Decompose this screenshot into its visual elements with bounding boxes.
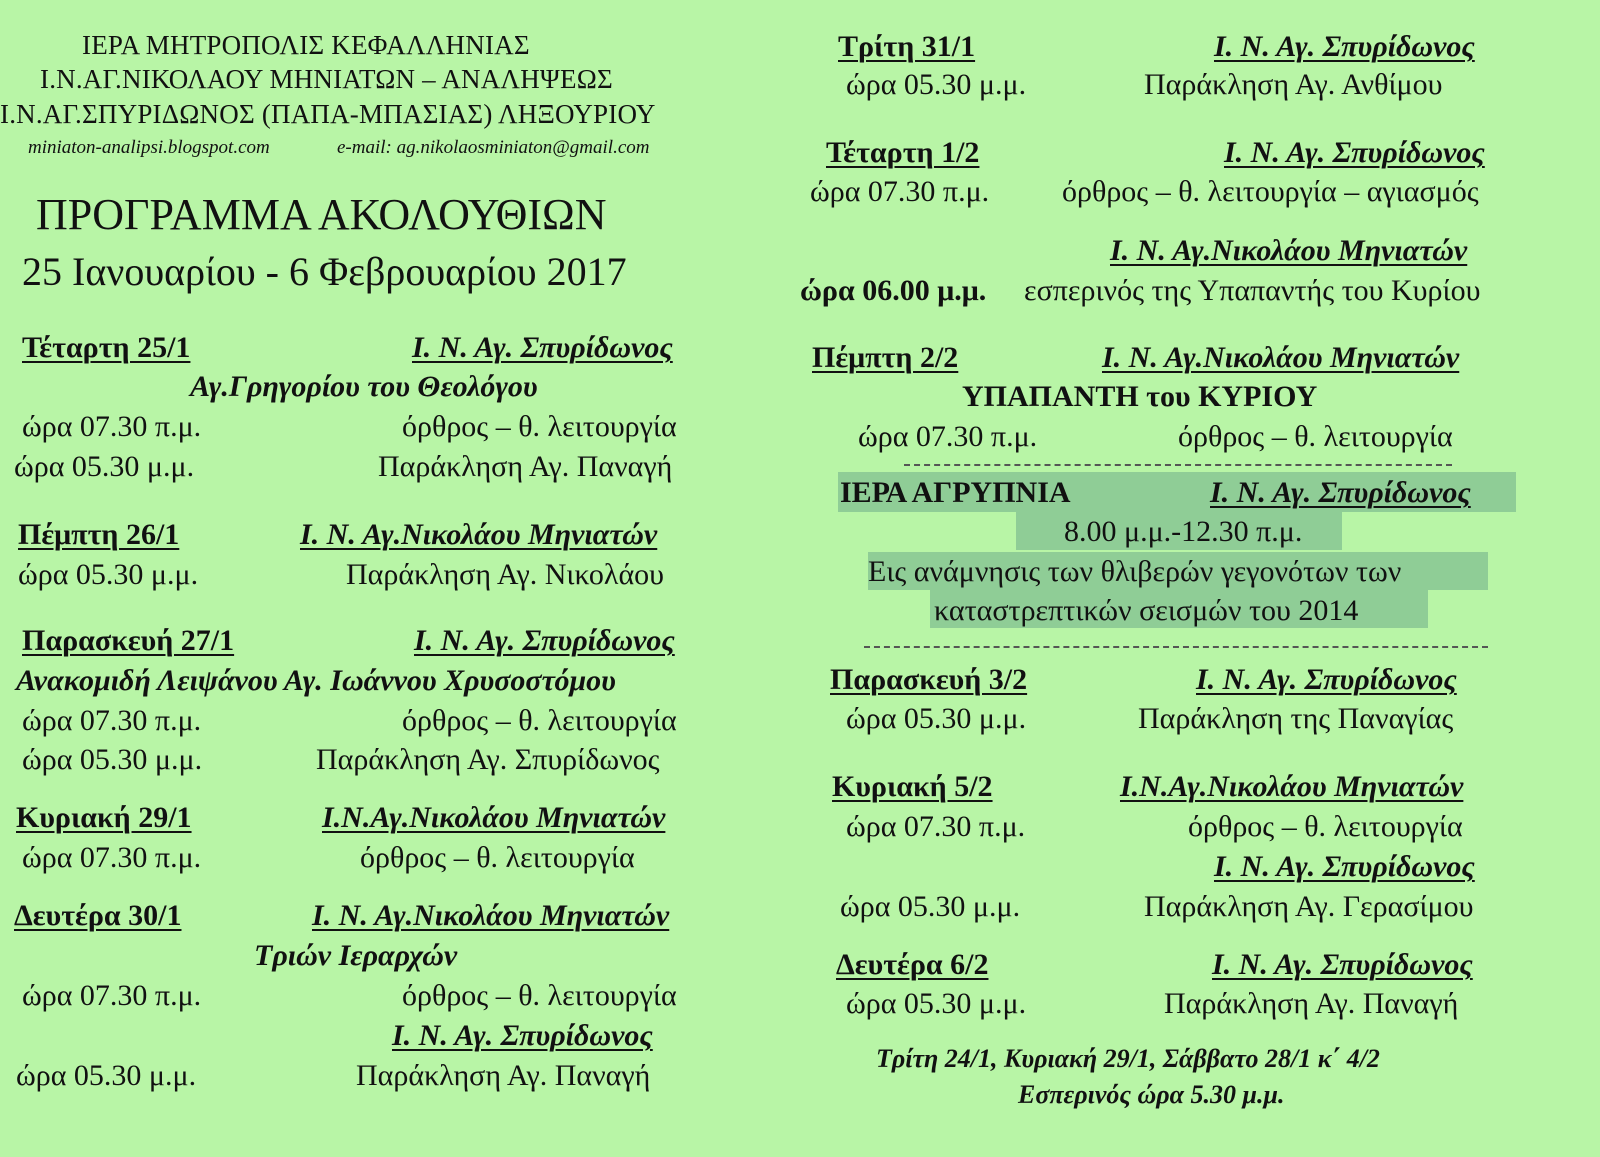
vigil-text: καταστρεπτικών σεισμών του 2014 xyxy=(934,594,1359,627)
day-heading: Δευτέρα 6/2 xyxy=(836,948,989,981)
service-time: ώρα 06.00 μ.μ. xyxy=(800,274,987,307)
service-name: Παράκληση Αγ. Παναγή xyxy=(378,450,673,483)
service-time: ώρα 07.30 π.μ. xyxy=(22,979,202,1012)
service-time: ώρα 05.30 μ.μ. xyxy=(840,890,1021,923)
feast-name: Ανακομιδή Λειψάνου Αγ. Ιωάννου Χρυσοστόμου xyxy=(16,664,616,697)
page-title: ΠΡΟΓΡΑΜΜΑ ΑΚΟΛΟΥΘΙΩΝ xyxy=(36,190,607,239)
service-name: Παράκληση Αγ. Παναγή xyxy=(356,1059,651,1092)
divider xyxy=(864,646,1488,648)
day-heading: Δευτέρα 30/1 xyxy=(14,899,182,932)
service-time: ώρα 05.30 μ.μ. xyxy=(846,702,1027,735)
feast-name: Τριών Ιεραρχών xyxy=(254,939,458,972)
church-name: Ι. Ν. Αγ. Σπυρίδωνος xyxy=(412,331,673,364)
footer-note: Εσπερινός ώρα 5.30 μ.μ. xyxy=(1018,1080,1285,1109)
service-time: ώρα 07.30 π.μ. xyxy=(846,810,1026,843)
church-name: Ι. Ν. Αγ.Νικολάου Μηνιατών xyxy=(1110,234,1468,267)
header-church-2: Ι.Ν.ΑΓ.ΣΠΥΡΙΔΩΝΟΣ (ΠΑΠΑ-ΜΠΑΣΙΑΣ) ΛΗΞΟΥΡΙΟΥ xyxy=(0,99,656,129)
service-time: ώρα 07.30 π.μ. xyxy=(858,420,1038,453)
vigil-hours: 8.00 μ.μ.-12.30 π.μ. xyxy=(1064,515,1303,548)
day-heading: Τέταρτη 1/2 xyxy=(826,136,980,169)
service-time: ώρα 05.30 μ.μ. xyxy=(22,743,203,776)
service-name: όρθρος – θ. λειτουργία xyxy=(1188,810,1463,843)
header-diocese: ΙΕΡΑ ΜΗΤΡΟΠΟΛΙΣ ΚΕΦΑΛΛΗΝΙΑΣ xyxy=(82,30,530,60)
church-name: Ι. Ν. Αγ. Σπυρίδωνος xyxy=(1196,663,1457,696)
divider xyxy=(904,464,1452,466)
service-time: ώρα 07.30 π.μ. xyxy=(810,175,990,208)
service-time: ώρα 05.30 μ.μ. xyxy=(14,450,195,483)
feast-name: Αγ.Γρηγορίου του Θεολόγου xyxy=(190,370,538,403)
service-time: ώρα 05.30 μ.μ. xyxy=(16,1059,197,1092)
vigil-text: Εις ανάμνησις των θλιβερών γεγονότων των xyxy=(868,555,1402,588)
day-heading: Τρίτη 31/1 xyxy=(838,30,976,63)
church-name: Ι.Ν.Αγ.Νικολάου Μηνιατών xyxy=(322,801,666,834)
service-time: ώρα 05.30 μ.μ. xyxy=(18,558,199,591)
header-church-1: Ι.Ν.ΑΓ.ΝΙΚΟΛΑΟΥ ΜΗΝΙΑΤΩΝ – ΑΝΑΛΗΨΕΩΣ xyxy=(40,64,613,94)
header-website: miniaton-analipsi.blogspot.com xyxy=(28,137,270,158)
church-name: Ι. Ν. Αγ.Νικολάου Μηνιατών xyxy=(1102,341,1460,374)
service-name: όρθρος – θ. λειτουργία xyxy=(402,979,677,1012)
day-heading: Πέμπτη 26/1 xyxy=(18,518,180,551)
service-name: Παράκληση της Παναγίας xyxy=(1138,702,1454,735)
service-name: Παράκληση Αγ. Σπυρίδωνος xyxy=(316,743,660,776)
church-name: Ι. Ν. Αγ.Νικολάου Μηνιατών xyxy=(300,518,658,551)
day-heading: Πέμπτη 2/2 xyxy=(812,341,959,374)
service-name: Παράκληση Αγ. Νικολάου xyxy=(346,558,665,591)
footer-note: Τρίτη 24/1, Κυριακή 29/1, Σάββατο 28/1 κ΄ 4/2 xyxy=(876,1044,1380,1073)
service-time: ώρα 07.30 π.μ. xyxy=(22,410,202,443)
church-name: Ι. Ν. Αγ. Σπυρίδωνος xyxy=(1212,948,1473,981)
church-name: Ι.Ν.Αγ.Νικολάου Μηνιατών xyxy=(1120,770,1464,803)
service-name: όρθρος – θ. λειτουργία xyxy=(360,841,635,874)
service-name: εσπερινός της Υπαπαντής του Κυρίου xyxy=(1024,274,1481,307)
day-heading: Παρασκευή 3/2 xyxy=(830,663,1028,696)
service-name: Παράκληση Αγ. Παναγή xyxy=(1164,987,1459,1020)
service-name: όρθρος – θ. λειτουργία xyxy=(402,410,677,443)
service-name: Παράκληση Αγ. Ανθίμου xyxy=(1144,68,1443,101)
church-name: Ι. Ν. Αγ.Νικολάου Μηνιατών xyxy=(312,899,670,932)
day-heading: Παρασκευή 27/1 xyxy=(22,624,235,657)
church-name: Ι. Ν. Αγ. Σπυρίδωνος xyxy=(392,1019,653,1052)
service-name: Παράκληση Αγ. Γερασίμου xyxy=(1144,890,1474,923)
day-heading: Τέταρτη 25/1 xyxy=(22,331,191,364)
feast-name: ΥΠΑΠΑΝΤΗ του ΚΥΡΙΟΥ xyxy=(962,380,1318,413)
church-name: Ι. Ν. Αγ. Σπυρίδωνος xyxy=(414,624,675,657)
church-name: Ι. Ν. Αγ. Σπυρίδωνος xyxy=(1210,476,1471,509)
header-email: e-mail: ag.nikolaosminiaton@gmail.com xyxy=(337,137,650,158)
service-name: όρθρος – θ. λειτουργία xyxy=(1178,420,1453,453)
church-name: Ι. Ν. Αγ. Σπυρίδωνος xyxy=(1214,30,1475,63)
service-name: όρθρος – θ. λειτουργία xyxy=(402,704,677,737)
service-time: ώρα 07.30 π.μ. xyxy=(22,704,202,737)
day-heading: Κυριακή 29/1 xyxy=(16,801,192,834)
service-time: ώρα 07.30 π.μ. xyxy=(22,841,202,874)
day-heading: Κυριακή 5/2 xyxy=(832,770,993,803)
service-name: όρθρος – θ. λειτουργία – αγιασμός xyxy=(1062,175,1479,208)
vigil-title: ΙΕΡΑ ΑΓΡΥΠΝΙΑ xyxy=(840,476,1071,509)
service-time: ώρα 05.30 μ.μ. xyxy=(846,987,1027,1020)
church-name: Ι. Ν. Αγ. Σπυρίδωνος xyxy=(1224,136,1485,169)
service-time: ώρα 05.30 μ.μ. xyxy=(846,68,1027,101)
church-name: Ι. Ν. Αγ. Σπυρίδωνος xyxy=(1214,850,1475,883)
page-period: 25 Ιανουαρίου - 6 Φεβρουαρίου 2017 xyxy=(22,249,627,294)
